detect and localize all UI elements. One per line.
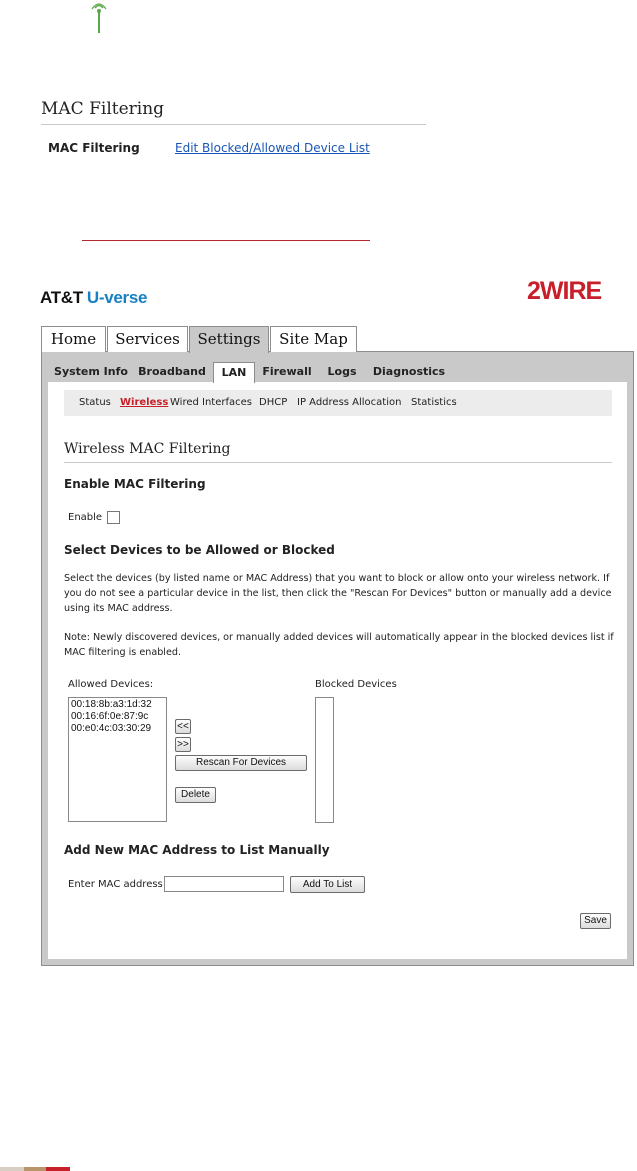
edit-device-list-link[interactable]: Edit Blocked/Allowed Device List bbox=[175, 141, 370, 155]
doc-row-label: MAC Filtering bbox=[48, 141, 140, 155]
move-to-allowed-button[interactable]: << bbox=[175, 719, 191, 734]
rescan-for-devices-button[interactable]: Rescan For Devices bbox=[175, 755, 307, 771]
select-devices-section-title: Select Devices to be Allowed or Blocked bbox=[64, 543, 335, 557]
att-logo-text: AT&T bbox=[40, 288, 83, 307]
note-text: Note: Newly discovered devices, or manually added devices will automatically appear in the blocked devices list if MAC filtering is enabled. bbox=[64, 632, 614, 658]
nav-statistics[interactable]: Statistics bbox=[411, 397, 457, 408]
subtab-broadband[interactable]: Broadband bbox=[138, 365, 206, 378]
list-item[interactable]: 00:18:8b:a3:1d:32 bbox=[71, 699, 152, 710]
save-button[interactable]: Save bbox=[580, 913, 611, 929]
nav-ip-address-allocation[interactable]: IP Address Allocation bbox=[297, 397, 402, 408]
subtab-lan[interactable]: LAN bbox=[213, 362, 255, 383]
enable-label: Enable bbox=[68, 512, 103, 523]
allowed-devices-label: Allowed Devices: bbox=[68, 679, 154, 690]
uverse-logo-text: U-verse bbox=[86, 288, 148, 307]
title-rule bbox=[64, 462, 612, 463]
blocked-devices-list[interactable] bbox=[315, 697, 334, 823]
mac-address-input[interactable] bbox=[164, 876, 284, 892]
enable-section-title: Enable MAC Filtering bbox=[64, 477, 206, 491]
doc-heading-rule bbox=[41, 124, 426, 125]
list-item[interactable]: 00:e0:4c:03:30:29 bbox=[71, 723, 152, 734]
delete-button[interactable]: Delete bbox=[175, 787, 216, 803]
tab-services[interactable]: Services bbox=[107, 326, 188, 352]
nav-status[interactable]: Status bbox=[79, 397, 111, 408]
wireless-antenna-icon bbox=[86, 0, 112, 34]
add-mac-section-title: Add New MAC Address to List Manually bbox=[64, 843, 330, 857]
blocked-devices-label: Blocked Devices bbox=[315, 679, 397, 690]
tab-home[interactable]: Home bbox=[41, 326, 106, 352]
allowed-devices-list[interactable] bbox=[68, 697, 167, 822]
svg-text:2WIRE: 2WIRE bbox=[527, 278, 602, 302]
tab-settings[interactable]: Settings bbox=[189, 326, 269, 353]
move-to-blocked-button[interactable]: >> bbox=[175, 737, 191, 752]
enable-checkbox[interactable] bbox=[107, 511, 120, 524]
add-to-list-button[interactable]: Add To List bbox=[290, 876, 365, 893]
page-title: Wireless MAC Filtering bbox=[64, 441, 231, 457]
doc-section-heading: MAC Filtering bbox=[41, 99, 165, 119]
nav-dhcp[interactable]: DHCP bbox=[259, 397, 288, 408]
att-uverse-logo bbox=[40, 288, 147, 308]
instructions-text: Select the devices (by listed name or MAC Address) that you want to block or allow onto your wireless network. If you do not see a particular device in the list, then click the "Rescan For Devices" button or manually add a device using its MAC address. bbox=[64, 573, 612, 614]
footer-color-bar bbox=[0, 1167, 70, 1171]
mac-address-label: Enter MAC address bbox=[68, 879, 163, 890]
content-area bbox=[48, 382, 627, 959]
subtab-diagnostics[interactable]: Diagnostics bbox=[372, 365, 446, 378]
2wire-logo bbox=[525, 278, 633, 302]
tab-site-map[interactable]: Site Map bbox=[270, 326, 357, 352]
subtab-logs[interactable]: Logs bbox=[327, 365, 357, 378]
subtab-firewall[interactable]: Firewall bbox=[262, 365, 312, 378]
doc-divider bbox=[82, 240, 370, 241]
nav-wired-interfaces[interactable]: Wired Interfaces bbox=[170, 397, 252, 408]
list-item[interactable]: 00:16:6f:0e:87:9c bbox=[71, 711, 149, 722]
subtab-system-info[interactable]: System Info bbox=[54, 365, 128, 378]
nav-wireless[interactable]: Wireless bbox=[120, 397, 169, 408]
